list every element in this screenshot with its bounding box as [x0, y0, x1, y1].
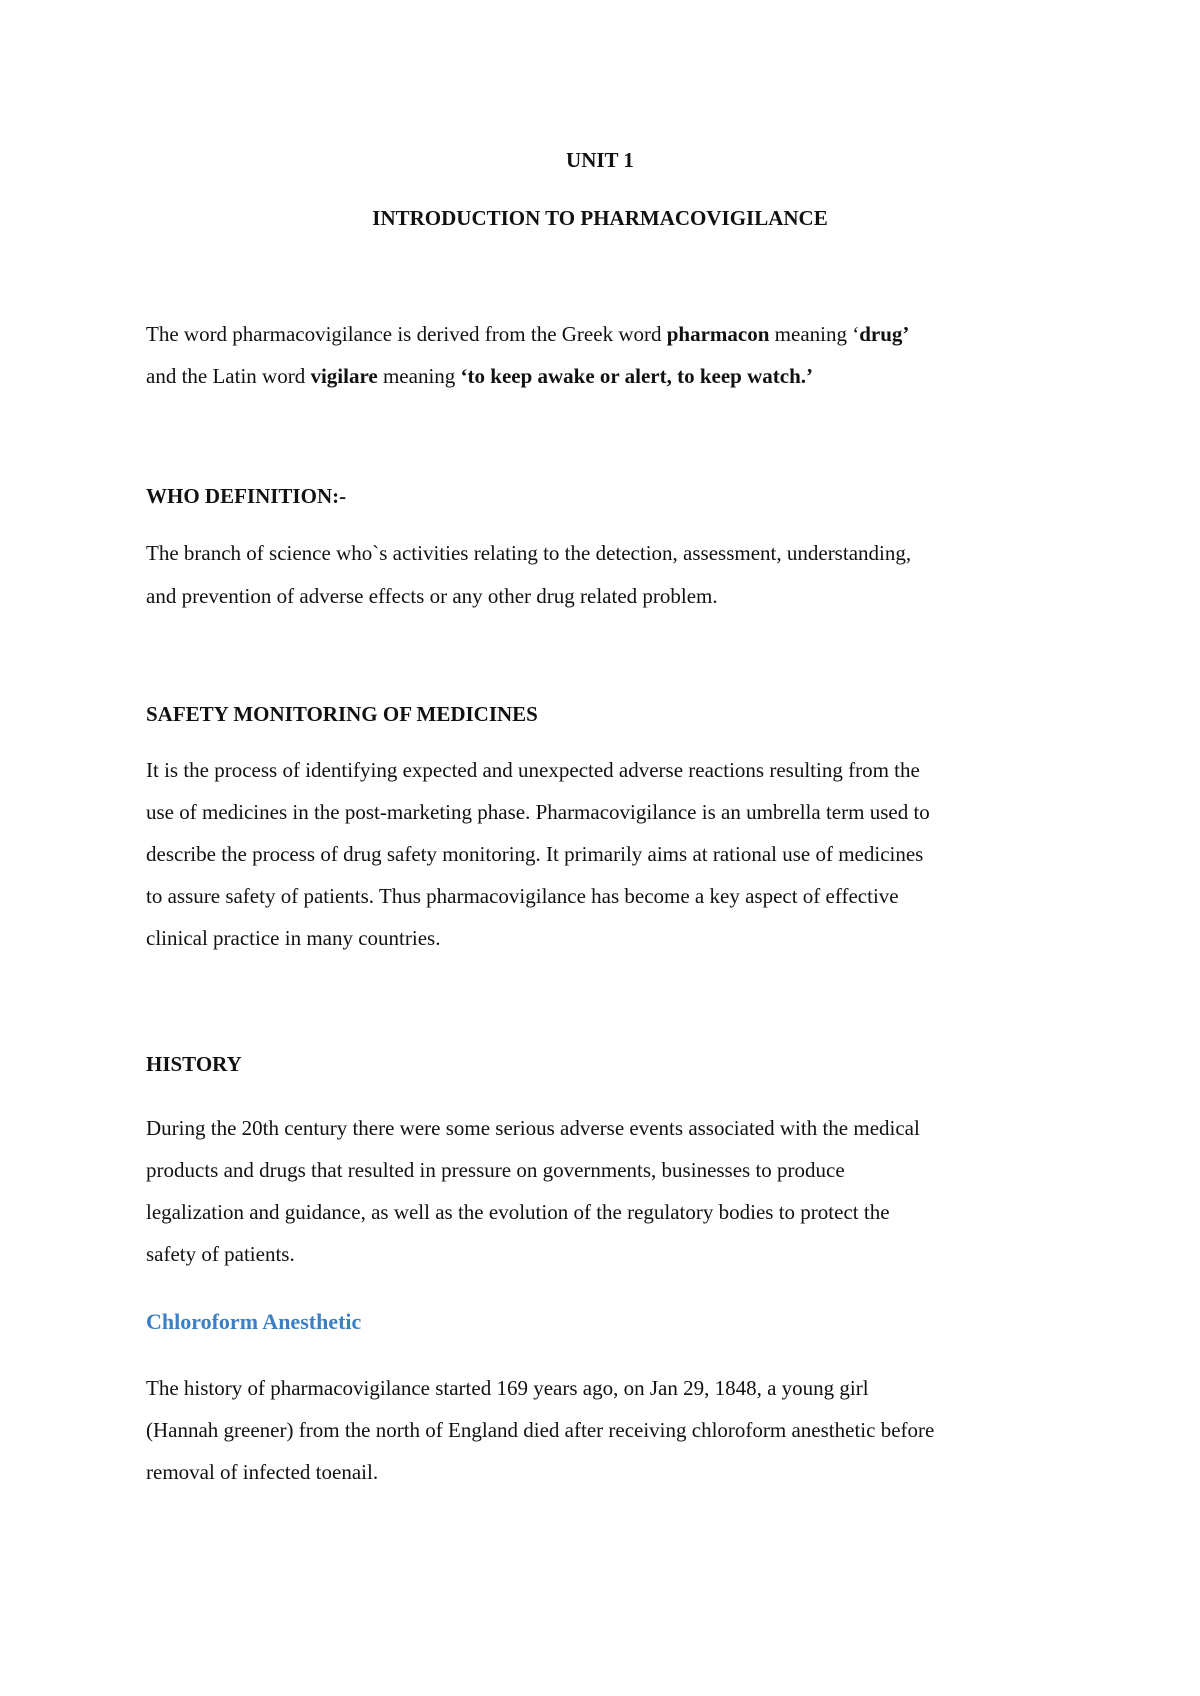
chloroform-heading: Chloroform Anesthetic	[146, 1309, 362, 1334]
paragraph-line: legalization and guidance, as well as the evolution of the regulatory bodies to protect the	[146, 1200, 890, 1224]
paragraph-line: safety of patients.	[146, 1242, 295, 1266]
paragraph-line: to assure safety of patients. Thus pharmacovigilance has become a key aspect of effective	[146, 884, 899, 908]
paragraph-line: The branch of science who`s activities relating to the detection, assessment, understanding,	[146, 541, 912, 565]
safety-heading: SAFETY MONITORING OF MEDICINES	[146, 702, 538, 726]
page-title: INTRODUCTION TO PHARMACOVIGILANCE	[372, 206, 828, 230]
intro-text: meaning ‘	[769, 322, 860, 346]
greek-word: pharmacon	[666, 322, 770, 346]
latin-meaning: ‘to keep awake or alert, to keep watch.’	[460, 364, 813, 388]
intro-text: and the Latin word	[146, 364, 311, 388]
paragraph-line: use of medicines in the post-marketing phase. Pharmacovigilance is an umbrella term used to	[146, 800, 930, 824]
paragraph-line: products and drugs that resulted in pressure on governments, businesses to produce	[146, 1158, 845, 1182]
paragraph-line: and prevention of adverse effects or any other drug related problem.	[146, 584, 718, 608]
latin-word: vigilare	[310, 364, 378, 388]
intro-text: meaning	[377, 364, 461, 388]
paragraph-line: (Hannah greener) from the north of England died after receiving chloroform anesthetic before	[146, 1418, 935, 1442]
paragraph-line: The history of pharmacovigilance started 169 years ago, on Jan 29, 1848, a young girl	[146, 1376, 869, 1400]
paragraph-line: describe the process of drug safety monitoring. It primarily aims at rational use of medicines	[146, 842, 924, 866]
intro-text: The word pharmacovigilance is derived from the Greek word	[146, 322, 667, 346]
intro-line-1	[146, 322, 909, 346]
paragraph-line: During the 20th century there were some serious adverse events associated with the medical	[146, 1116, 920, 1140]
paragraph-line: clinical practice in many countries.	[146, 926, 441, 950]
intro-line-2	[146, 364, 813, 388]
paragraph-line: It is the process of identifying expected and unexpected adverse reactions resulting from the	[146, 758, 920, 782]
greek-meaning: drug’	[859, 322, 910, 346]
unit-label: UNIT 1	[566, 148, 634, 172]
history-heading: HISTORY	[146, 1052, 242, 1076]
paragraph-line: removal of infected toenail.	[146, 1460, 379, 1484]
who-heading: WHO DEFINITION:-	[146, 484, 347, 508]
